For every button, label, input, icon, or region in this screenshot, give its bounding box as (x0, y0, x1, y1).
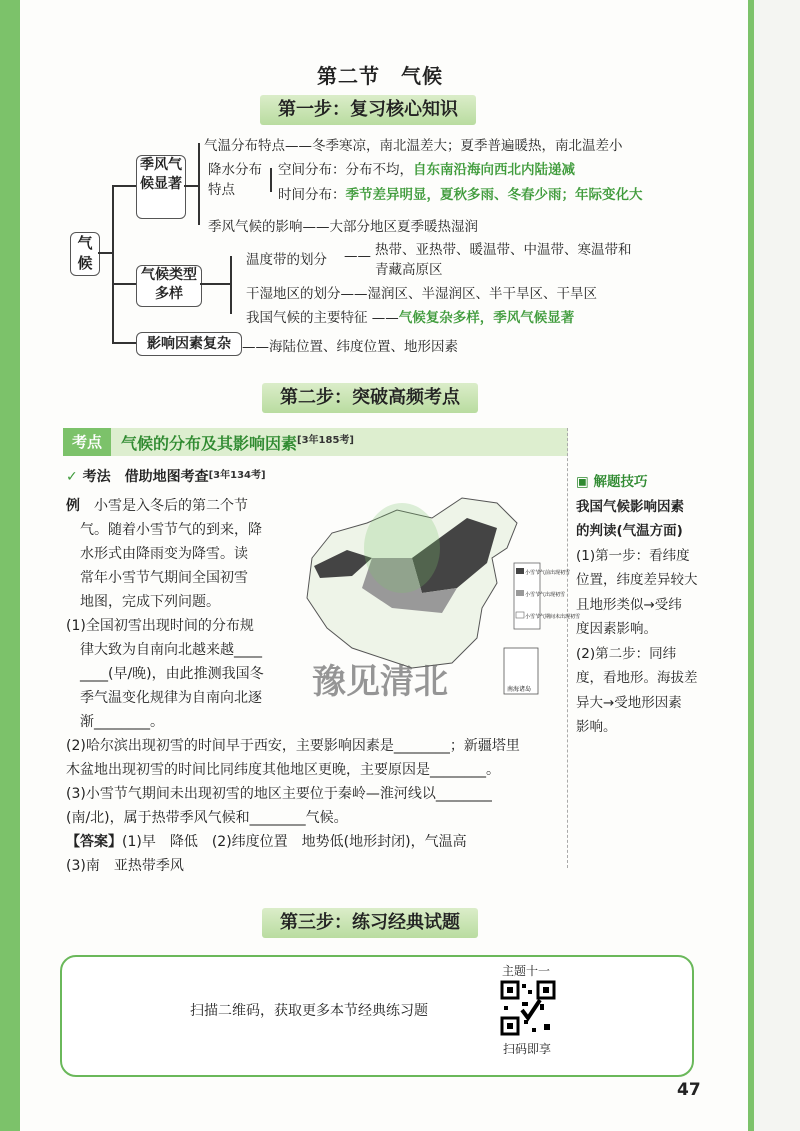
answer-line: (1)早 降低 (2)纬度位置 地势低(地形封闭)，气温高 (122, 834, 467, 850)
answer-line: (3)南 亚热带季风 (66, 858, 184, 874)
time-dist (278, 183, 643, 203)
temp-zone-label: 温度带的划分 (246, 252, 327, 268)
connector (270, 168, 272, 192)
step2-banner: 第二步：突破高频考点 (262, 383, 478, 413)
main-feature (246, 306, 574, 326)
q2-line: (2)哈尔滨出现初雪的时间早于西安，主要影响因素是________；新疆塔里 (66, 738, 520, 754)
left-green-edge (0, 0, 20, 1131)
example-label: 例 (66, 498, 80, 514)
check-icon: ✓ (66, 469, 78, 485)
space-label: 空间分布：分布不均， (278, 162, 413, 178)
q2-line: 木盆地出现初雪的时间比同纬度其他地区更晚，主要原因是________。 (66, 762, 500, 778)
legend-swatch-during (516, 590, 524, 596)
kaodian-tag: 考点 (63, 428, 111, 456)
connector (230, 256, 232, 314)
example-intro (66, 494, 296, 734)
factors-value: ——海陆位置、纬度位置、地形因素 (242, 339, 458, 355)
time-label: 时间分布： (278, 187, 346, 203)
section-title: 第二节 气候 (317, 64, 443, 88)
step3-banner: 第三步：练习经典试题 (262, 908, 478, 938)
connector (112, 342, 136, 344)
page-number: 47 (677, 1080, 701, 1100)
intro-line: 地图，完成下列问题。 (80, 594, 220, 610)
tips-title: 我国气候影响因素 (576, 498, 684, 515)
connector (98, 252, 112, 254)
intro-line: 常年小雪节气期间全国初雪 (80, 570, 248, 586)
q1-line: 季气温变化规律为自南向北逐 (80, 690, 262, 706)
legend-swatch-before (516, 568, 524, 574)
legend-text-2: 小雪节气出现初雪 (525, 592, 566, 598)
intro-line: 气。随着小雪节气的到来，降 (80, 522, 262, 538)
factors-box: 影响因素复杂 (136, 332, 242, 356)
scan-text: 扫描二维码，获取更多本节经典练习题 (190, 1003, 428, 1019)
kaofa-label: 考法 借助地图考查 (82, 469, 209, 485)
tips-line: 影响。 (576, 719, 617, 735)
kaodian-title-text: 气候的分布及其影响因素 (121, 434, 298, 453)
monsoon-effect: 季风气候的影响——大部分地区夏季暖热湿润 (208, 219, 478, 235)
legend-text-1: 小雪节气前出现初雪 (525, 570, 571, 576)
space-dist (278, 158, 575, 178)
tips-line: 且地形类似→受纬 (576, 596, 682, 613)
tips-line: 位置，纬度差异较大 (576, 572, 698, 588)
tips-line: 异大→受地形因素 (576, 694, 682, 711)
temp-dist: 气温分布特点——冬季寒凉，南北温差大；夏季普遍暖热，南北温差小 (204, 138, 623, 154)
space-green: 自东南沿海向西北内陆递减 (413, 162, 575, 178)
root-box: 气候 (70, 232, 100, 276)
kaodian-title (121, 431, 354, 454)
tips-line: (1)第一步：看纬度 (576, 547, 690, 564)
tips-title: 的判读(气温方面) (576, 523, 683, 539)
connector (112, 185, 114, 342)
tips-panel (576, 470, 711, 740)
tips-header: ▣ 解题技巧 (576, 474, 648, 490)
intro-line: 小雪是入冬后的第二个节 (94, 498, 248, 514)
q1-line: 律大致为自南向北越来越____ (80, 642, 262, 658)
q1-line: ____(早/晚)，由此推测我国冬 (80, 666, 264, 682)
dry-wet: 干湿地区的划分——湿润区、半湿润区、半干旱区、干旱区 (246, 286, 597, 302)
watermark-logo (364, 503, 440, 593)
qr-code[interactable] (500, 980, 556, 1036)
inset-label: 南海诸岛 (507, 686, 532, 693)
connector (200, 283, 230, 285)
tips-line: (2)第二步：同纬 (576, 645, 677, 662)
kaofa-line (66, 466, 266, 486)
connector (112, 185, 136, 187)
q3-line: (南/北)，属于热带季风气候和________气候。 (66, 810, 348, 826)
qr-topic: 主题十一 (502, 964, 551, 978)
temp-zone-value2: 青藏高原区 (375, 262, 443, 278)
main-feature-green: 气候复杂多样，季风气候显著 (398, 310, 575, 326)
precip-label: 降水分布特点 (208, 162, 262, 198)
connector (184, 185, 198, 187)
types-box: 气候类型多样 (136, 265, 202, 307)
monsoon-box: 季风气候显著 (136, 155, 186, 219)
time-green: 季节差异明显，夏秋多雨、冬春少雨；年际变化大 (345, 187, 643, 203)
map-watermark: 豫见清北 (312, 662, 448, 702)
example-rest (66, 734, 566, 878)
main-feature-label: 我国气候的主要特征 —— (246, 310, 399, 326)
temp-zone-value1: 热带、亚热带、暖温带、中温带、寒温带和 (375, 242, 632, 258)
china-first-snow-map (292, 488, 581, 702)
q1-line: 渐________。 (80, 714, 164, 730)
tips-line: 度，看地形。海拔差 (576, 670, 698, 686)
legend-text-3: 小雪节气期间未出现初雪 (525, 614, 581, 620)
tips-line: 度因素影响。 (576, 621, 657, 637)
answer-label: 【答案】 (66, 834, 122, 850)
kaofa-sup: [3年134考] (208, 470, 266, 481)
q1-line: (1)全国初雪出现时间的分布规 (66, 618, 254, 634)
q3-line: (3)小雪节气期间未出现初雪的地区主要位于秦岭—淮河线以________ (66, 786, 492, 802)
temp-zone-dash: —— (344, 248, 371, 264)
column-divider (567, 428, 568, 868)
qr-caption: 扫码即享 (503, 1042, 552, 1056)
intro-line: 水形式由降雨变为降雪。读 (80, 546, 248, 562)
kaodian-sup: [3年185考] (297, 435, 354, 446)
legend-swatch-none (516, 612, 524, 618)
step1-banner: 第一步：复习核心知识 (260, 95, 476, 125)
connector (198, 143, 200, 225)
book-icon: ▣ (576, 474, 589, 490)
connector (112, 283, 136, 285)
